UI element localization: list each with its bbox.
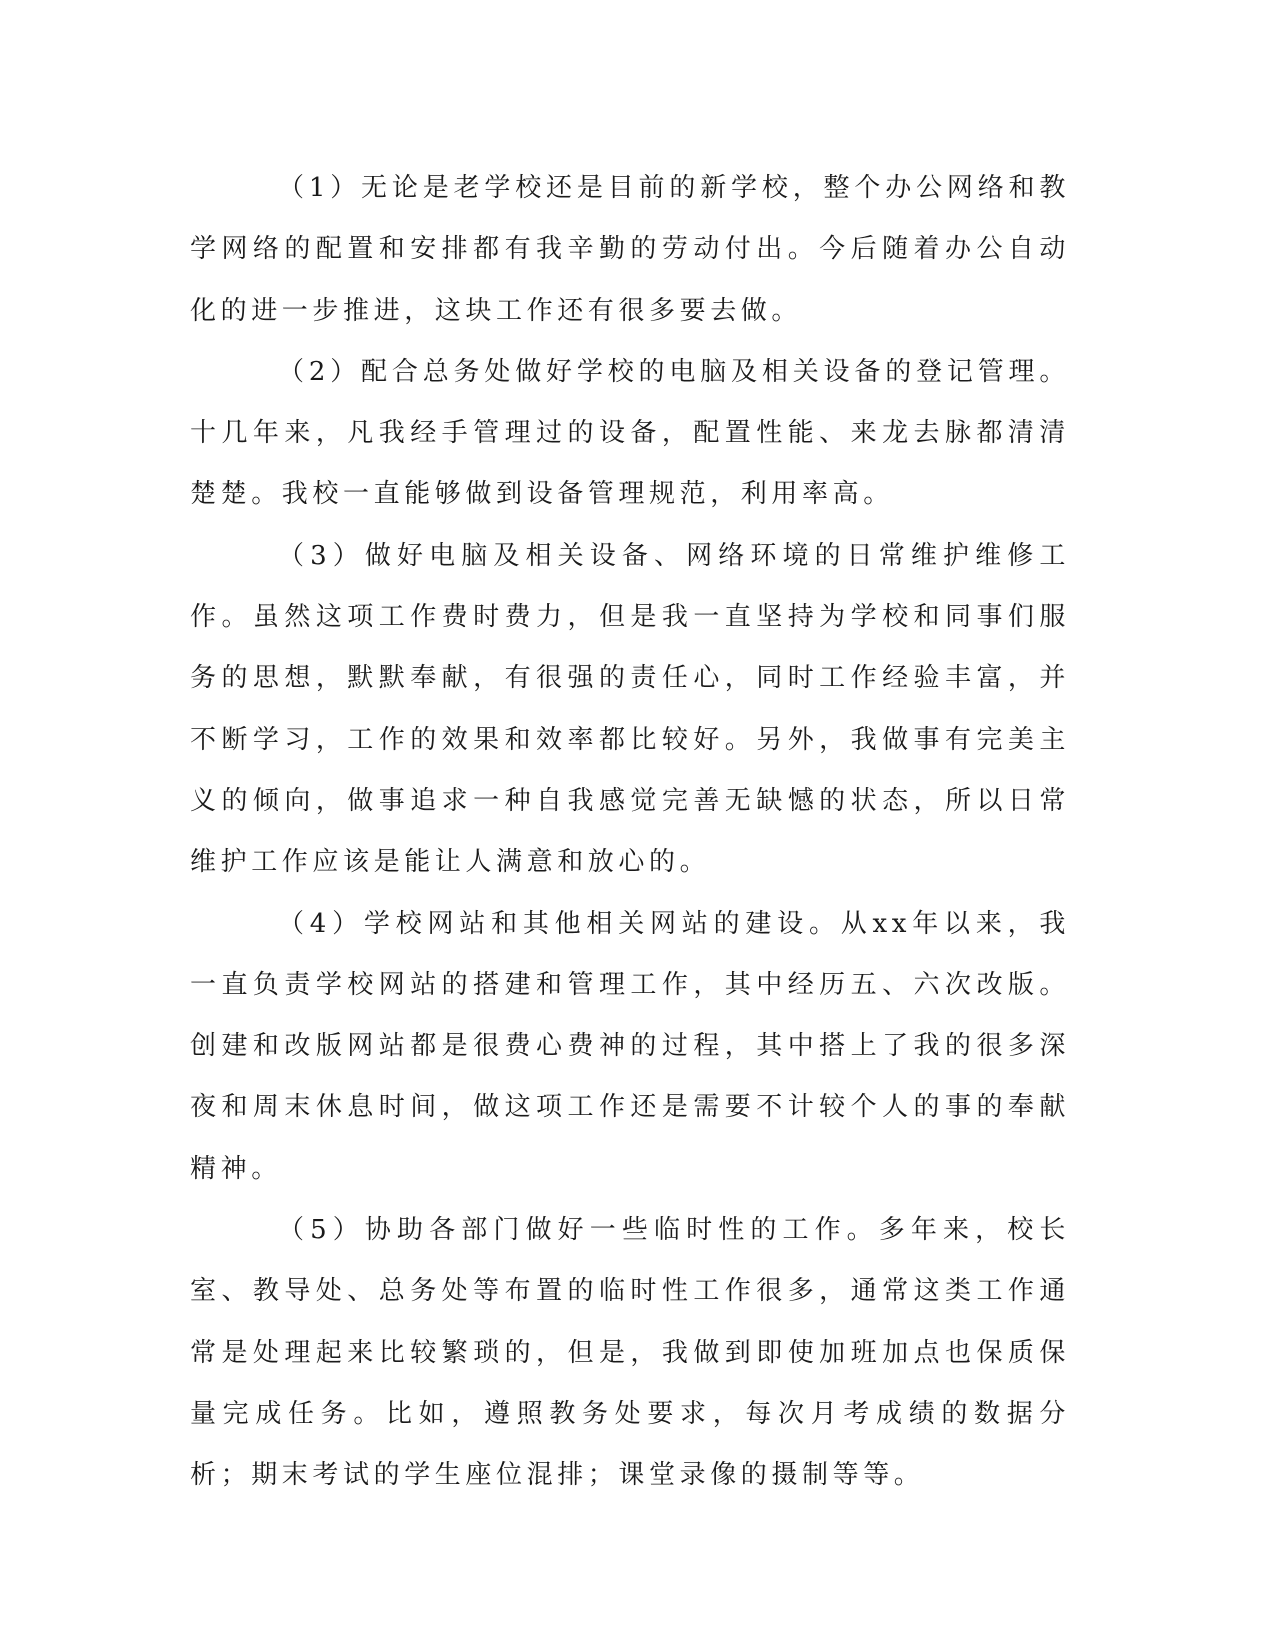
- paragraph-2: （2）配合总务处做好学校的电脑及相关设备的登记管理。十几年来，凡我经手管理过的设备，配置性能、来龙去脉都清清楚楚。我校一直能够做到设备管理规范，利用率高。: [190, 356, 1070, 510]
- paragraph-5: （5）协助各部门做好一些临时性的工作。多年来，校长室、教导处、总务处等布置的临时性工作很多，通常这类工作通常是处理起来比较繁琐的，但是，我做到即使加班加点也保质保量完成任务。比如，遵照教务处要求，每次月考成绩的数据分析；期末考试的学生座位混排；课堂录像的摄制等等。: [190, 1215, 1070, 1491]
- paragraph-4: （4）学校网站和其他相关网站的建设。从xx年以来，我一直负责学校网站的搭建和管理工作，其中经历五、六次改版。创建和改版网站都是很费心费神的过程，其中搭上了我的很多深夜和周末休息时间，做这项工作还是需要不计较个人的事的奉献精神。: [190, 908, 1070, 1184]
- paragraph-1: （1）无论是老学校还是目前的新学校，整个办公网络和教学网络的配置和安排都有我辛勤的劳动付出。今后随着办公自动化的进一步推进，这块工作还有很多要去做。: [190, 173, 1070, 326]
- paragraph-3: （3）做好电脑及相关设备、网络环境的日常维护维修工作。虽然这项工作费时费力，但是我一直坚持为学校和同事们服务的思想，默默奉献，有很强的责任心，同时工作经验丰富，并不断学习，工作的效果和效率都比较好。另外，我做事有完美主义的倾向，做事追求一种自我感觉完善无缺憾的状态，所以日常维护工作应该是能让人满意和放心的。: [190, 540, 1070, 878]
- document-body: [190, 158, 1070, 1507]
